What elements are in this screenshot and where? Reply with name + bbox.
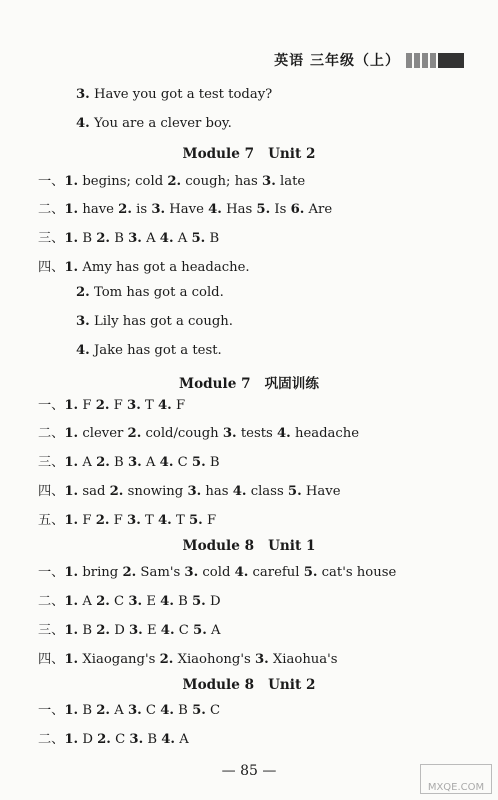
answer-line: 一、1. begins; cold 2. cough; has 3. late bbox=[38, 174, 306, 189]
answer-line: 四、1. sad 2. snowing 3. has 4. class 5. Have bbox=[38, 484, 341, 499]
answer-line: 三、1. B 2. B 3. A 4. A 5. B bbox=[38, 231, 220, 246]
answer-line: 一、1. bring 2. Sam's 3. cold 4. careful 5. cat's house bbox=[38, 565, 397, 580]
answer-line: 2. Tom has got a cold. bbox=[76, 285, 224, 300]
answer-line: 3. Lily has got a cough. bbox=[76, 314, 233, 329]
answer-line: 一、1. F 2. F 3. T 4. F bbox=[38, 398, 186, 413]
answer-line: 4. Jake has got a test. bbox=[76, 343, 222, 358]
answer-line: 4. You are a clever boy. bbox=[76, 116, 232, 131]
page-header bbox=[274, 50, 464, 70]
header-title: 英语 三年级（上） bbox=[274, 53, 400, 69]
watermark-logo: MXQE.COM bbox=[420, 764, 492, 794]
answer-line: 三、1. A 2. B 3. A 4. C 5. B bbox=[38, 455, 220, 470]
answer-line: 四、1. Xiaogang's 2. Xiaohong's 3. Xiaohua's bbox=[38, 652, 338, 667]
answer-line: 二、1. A 2. C 3. E 4. B 5. D bbox=[38, 594, 221, 609]
answer-line: 二、1. D 2. C 3. B 4. A bbox=[38, 732, 189, 747]
page-number: — 85 — bbox=[221, 763, 277, 779]
section-heading: Module 7 Unit 2 bbox=[182, 146, 316, 162]
answer-line: 四、1. Amy has got a headache. bbox=[38, 260, 250, 275]
section-heading: Module 8 Unit 2 bbox=[182, 677, 316, 693]
section-heading: Module 8 Unit 1 bbox=[182, 538, 316, 554]
answer-line: 三、1. B 2. D 3. E 4. C 5. A bbox=[38, 623, 221, 638]
answer-line: 一、1. B 2. A 3. C 4. B 5. C bbox=[38, 703, 221, 718]
answer-line: 二、1. have 2. is 3. Have 4. Has 5. Is 6. Are bbox=[38, 202, 333, 217]
header-decoration bbox=[406, 53, 464, 68]
answer-line: 五、1. F 2. F 3. T 4. T 5. F bbox=[38, 513, 217, 528]
answer-line: 二、1. clever 2. cold/cough 3. tests 4. headache bbox=[38, 426, 360, 441]
section-heading: Module 7 巩固训练 bbox=[179, 376, 319, 392]
answer-line: 3. Have you got a test today? bbox=[76, 87, 273, 102]
